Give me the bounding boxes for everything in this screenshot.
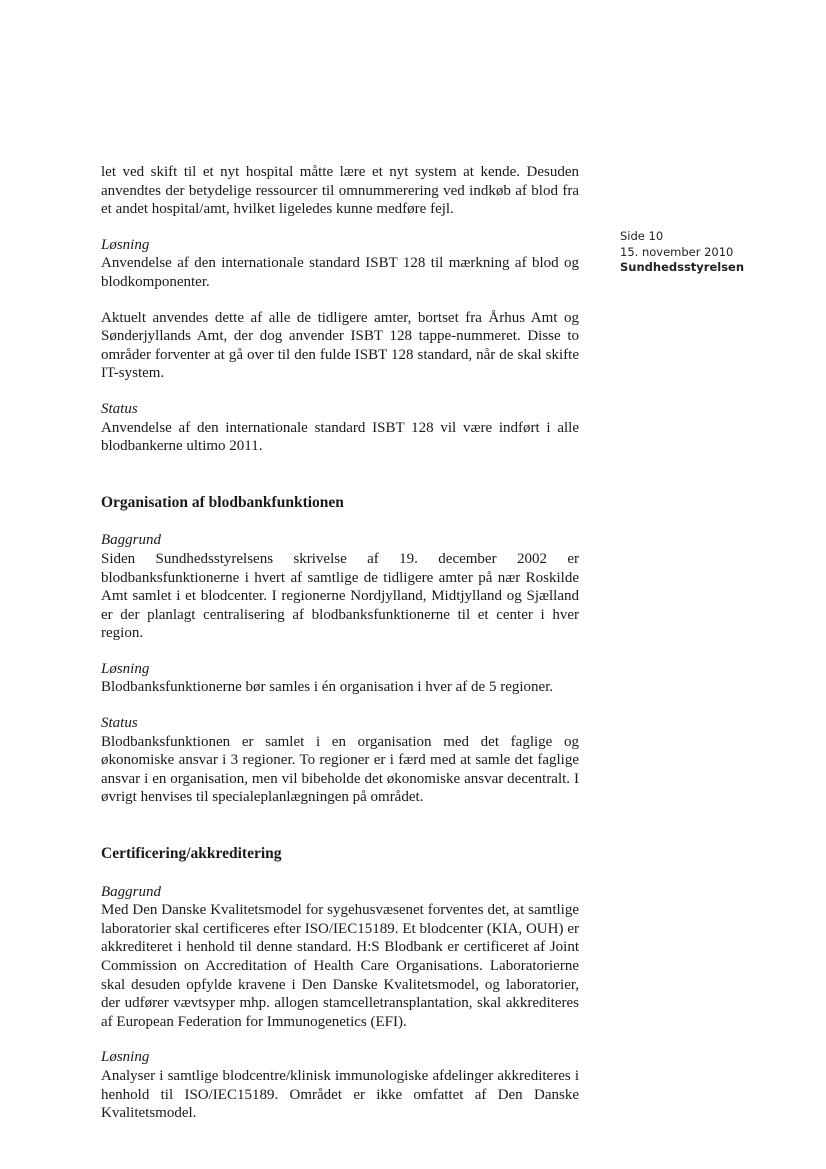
isbt-losning-label: Løsning: [101, 236, 150, 253]
organisation-losning-label: Løsning: [101, 660, 150, 677]
body-text: [101, 163, 579, 1123]
organisation-baggrund-label: Baggrund: [101, 532, 161, 549]
isbt-aktuelt-paragraph: Aktuelt anvendes dette af alle de tidligere amter, bortset fra Århus Amt og Sønderjyllands Amt, der dog anvender ISBT 128 tappe-nummeret. Disse to områder forventer at gå over til den fulde ISBT 128 standard, når de skal skifte IT-system.: [101, 309, 579, 382]
organisation-status-text: Blodbanksfunktionen er samlet i en organisation med det faglige og økonomiske ansvar i 3 regioner. To regioner er i færd med at samle det faglige ansvar i en organisation, men vil bibeholde det økonomiske ansvar decentralt. I øvrigt henvises til specialeplanlægningen på området.: [101, 733, 579, 806]
organisation-baggrund-text: Siden Sundhedsstyrelsens skrivelse af 19. december 2002 er blodbanksfunktionerne i hvert af samtlige de tidligere amter på nær Roskilde Amt samlet i et blodcenter. I regionerne Nordjylland, Midtjylland og Sjælland er der planlagt centralisering af blodbanksfunktionerne til et center i hver region.: [101, 550, 579, 642]
page-number: Side 10: [620, 229, 664, 243]
organization-name: Sundhedsstyrelsen: [620, 260, 745, 275]
certificering-losning-text: Analyser i samtlige blodcentre/klinisk immunologiske afdelinger akkrediteres i henhold til ISO/IEC15189. Området er ikke omfattet af Den Danske Kvalitetsmodel.: [101, 1067, 579, 1122]
organisation-losning-text: Blodbanksfunktionerne bør samles i én organisation i hver af de 5 regioner.: [101, 679, 554, 696]
certificering-baggrund-text: Med Den Danske Kvalitetsmodel for sygehusvæsenet forventes det, at samtlige laboratorier skal certificeres efter ISO/IEC15189. Et blodcenter (KIA, OUH) er akkrediteret i henhold til denne standard. H:S Blodbank er certificeret af Joint Commission on Accreditation of Health Care Organisations. Laboratorierne skal desuden opfylde kravene i Den Danske Kvalitetsmodel, og laboratorier, der udfører vævtsyper mhp. allogen stamcelletransplantation, skal akkrediteres af European Federation for Immunogenetics (EFI).: [101, 902, 579, 1030]
section-heading-certificering: Certificering/akkreditering: [101, 845, 282, 863]
certificering-baggrund-label: Baggrund: [101, 883, 161, 900]
intro-paragraph: let ved skift til et nyt hospital måtte lære et nyt system at kende. Desuden anvendtes der betydelige ressourcer til omnummerering ved indkøb af blod fra et andet hospital/amt, hvilket ligeledes kunne medføre fejl.: [101, 164, 579, 218]
document-date: 15. november 2010: [620, 244, 734, 259]
certificering-losning-label: Løsning: [101, 1049, 150, 1066]
margin-note: [620, 229, 744, 276]
isbt-status-text: Anvendelse af den internationale standard ISBT 128 vil være indført i alle blodbankerne ultimo 2011.: [101, 419, 579, 455]
section-heading-organisation: Organisation af blodbankfunktionen: [101, 493, 344, 511]
organisation-status-label: Status: [101, 715, 138, 732]
isbt-status-label: Status: [101, 400, 138, 417]
isbt-losning-text: Anvendelse af den internationale standard ISBT 128 til mærkning af blod og blodkomponenter.: [101, 255, 579, 290]
